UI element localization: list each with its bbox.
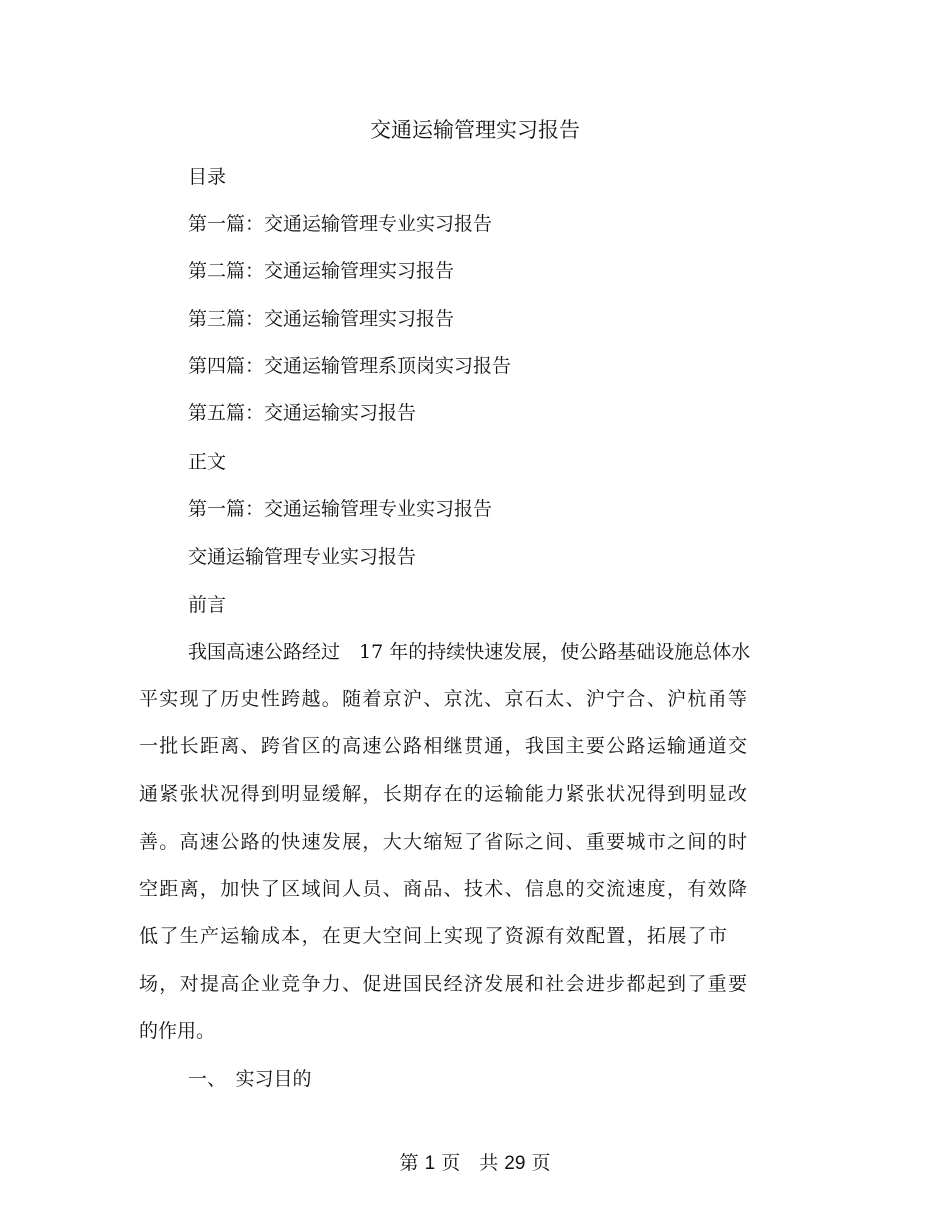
paragraph-line: 平实现了历史性跨越。随着京沪、京沈、京石太、沪宁合、沪杭甬等 <box>139 688 747 710</box>
toc-item-1: 第一篇：交通运输管理专业实习报告 <box>188 213 493 235</box>
document-title: 交通运输管理实习报告 <box>370 118 580 142</box>
section-heading: 一、 实习目的 <box>188 1068 312 1090</box>
toc-item-3: 第三篇：交通运输管理实习报告 <box>188 308 455 330</box>
footer-mid: 页 共 <box>441 1152 499 1174</box>
chapter-heading: 第一篇：交通运输管理专业实习报告 <box>188 498 493 520</box>
preface-heading: 前言 <box>188 594 227 616</box>
paragraph-line: 场，对提高企业竞争力、促进国民经济发展和社会进步都起到了重要 <box>139 973 747 995</box>
toc-heading: 目录 <box>188 166 227 188</box>
paragraph-line: 我国高速公路经过 17 年的持续快速发展，使公路基础设施总体水 <box>188 641 751 663</box>
paragraph-line: 低了生产运输成本，在更大空间上实现了资源有效配置，拓展了市 <box>139 925 727 947</box>
report-title: 交通运输管理专业实习报告 <box>188 546 417 568</box>
footer-prefix: 第 <box>399 1152 419 1174</box>
paragraph-line: 善。高速公路的快速发展，大大缩短了省际之间、重要城市之间的时 <box>139 831 747 853</box>
footer-page-number: 1 <box>424 1153 436 1174</box>
page-footer <box>0 1150 950 1177</box>
paragraph-line: 的作用。 <box>139 1020 216 1042</box>
toc-item-4: 第四篇：交通运输管理系顶岗实习报告 <box>188 355 512 377</box>
body-heading: 正文 <box>188 451 227 473</box>
footer-total-pages: 29 <box>504 1153 526 1174</box>
toc-item-5: 第五篇：交通运输实习报告 <box>188 402 417 424</box>
paragraph-line: 一批长距离、跨省区的高速公路相继贯通，我国主要公路运输通道交 <box>139 735 747 757</box>
paragraph-line: 空距离，加快了区域间人员、商品、技术、信息的交流速度，有效降 <box>139 878 747 900</box>
footer-suffix: 页 <box>531 1152 551 1174</box>
toc-item-2: 第二篇：交通运输管理实习报告 <box>188 260 455 282</box>
paragraph-line: 通紧张状况得到明显缓解，长期存在的运输能力紧张状况得到明显改 <box>139 783 747 805</box>
